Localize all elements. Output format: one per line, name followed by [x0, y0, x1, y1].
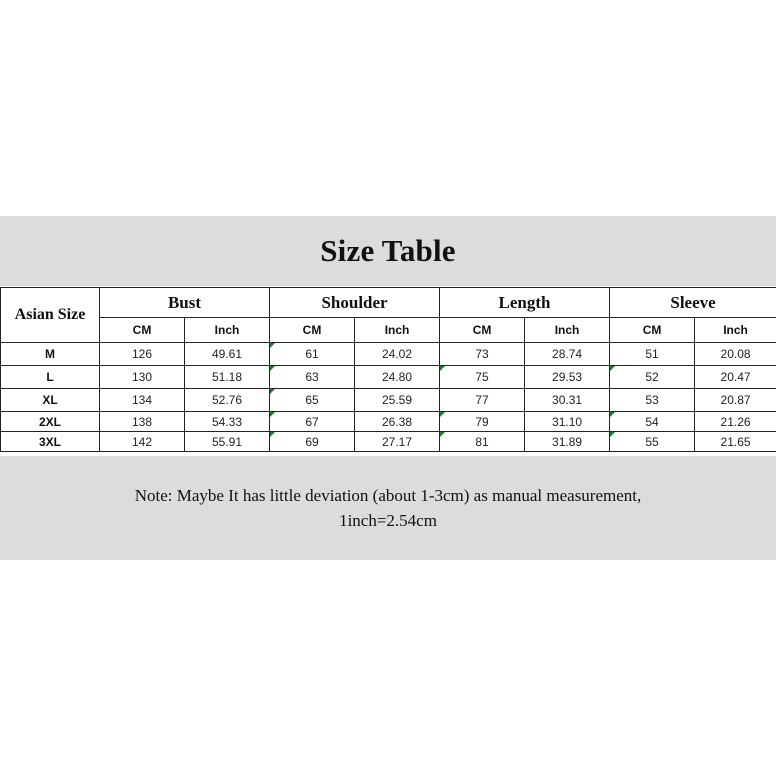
- table-cell: 73: [440, 343, 525, 366]
- table-cell: 63: [270, 366, 355, 389]
- table-cell: 20.08: [695, 343, 776, 366]
- table-cell: 130: [100, 366, 185, 389]
- table-cell: 142: [100, 432, 185, 452]
- table-cell: 138: [100, 412, 185, 432]
- table-cell: 55: [610, 432, 695, 452]
- table-cell: 52: [610, 366, 695, 389]
- size-label: L: [1, 366, 100, 389]
- table-cell: 20.87: [695, 389, 776, 412]
- table-cell: 49.61: [185, 343, 270, 366]
- shoulder-header: Shoulder: [270, 288, 440, 318]
- length-header: Length: [440, 288, 610, 318]
- size-label: M: [1, 343, 100, 366]
- unit-header: CM: [270, 318, 355, 343]
- table-cell: 24.02: [355, 343, 440, 366]
- size-table: [0, 287, 776, 452]
- table-row: [1, 432, 776, 452]
- title-band: [0, 216, 776, 286]
- unit-header: CM: [610, 318, 695, 343]
- note-band: [0, 456, 776, 560]
- table-cell: 81: [440, 432, 525, 452]
- table-cell: 53: [610, 389, 695, 412]
- bust-header: Bust: [100, 288, 270, 318]
- table-cell: 31.89: [525, 432, 610, 452]
- table-cell: 77: [440, 389, 525, 412]
- table-cell: 27.17: [355, 432, 440, 452]
- table-cell: 55.91: [185, 432, 270, 452]
- table-row: [1, 389, 776, 412]
- note-conversion: 1inch=2.54cm: [339, 511, 437, 530]
- table-cell: 126: [100, 343, 185, 366]
- table-cell: 52.76: [185, 389, 270, 412]
- unit-header: Inch: [525, 318, 610, 343]
- table-cell: 21.26: [695, 412, 776, 432]
- table-cell: 51: [610, 343, 695, 366]
- table-cell: 134: [100, 389, 185, 412]
- table-cell: 65: [270, 389, 355, 412]
- sleeve-header: Sleeve: [610, 288, 776, 318]
- table-row: [1, 366, 776, 389]
- size-label: 2XL: [1, 412, 100, 432]
- unit-header: Inch: [185, 318, 270, 343]
- note-text: Note: Maybe It has little deviation (about 1-3cm) as manual measurement,: [134, 486, 642, 505]
- unit-header: CM: [100, 318, 185, 343]
- unit-header: Inch: [695, 318, 776, 343]
- table-cell: 20.47: [695, 366, 776, 389]
- table-cell: 79: [440, 412, 525, 432]
- table-cell: 69: [270, 432, 355, 452]
- table-cell: 24.80: [355, 366, 440, 389]
- table-cell: 75: [440, 366, 525, 389]
- unit-header: Inch: [355, 318, 440, 343]
- size-label: XL: [1, 389, 100, 412]
- table-cell: 61: [270, 343, 355, 366]
- table-row: [1, 343, 776, 366]
- table-cell: 54: [610, 412, 695, 432]
- unit-header: CM: [440, 318, 525, 343]
- table-cell: 28.74: [525, 343, 610, 366]
- table-cell: 26.38: [355, 412, 440, 432]
- table-cell: 29.53: [525, 366, 610, 389]
- table-cell: 25.59: [355, 389, 440, 412]
- table-row: [1, 412, 776, 432]
- table-cell: 21.65: [695, 432, 776, 452]
- table-cell: 30.31: [525, 389, 610, 412]
- table-cell: 54.33: [185, 412, 270, 432]
- table-cell: 51.18: [185, 366, 270, 389]
- page-title: Size Table: [320, 233, 456, 268]
- size-label: 3XL: [1, 432, 100, 452]
- table-cell: 67: [270, 412, 355, 432]
- table-cell: 31.10: [525, 412, 610, 432]
- asian-size-header: Asian Size: [1, 288, 100, 343]
